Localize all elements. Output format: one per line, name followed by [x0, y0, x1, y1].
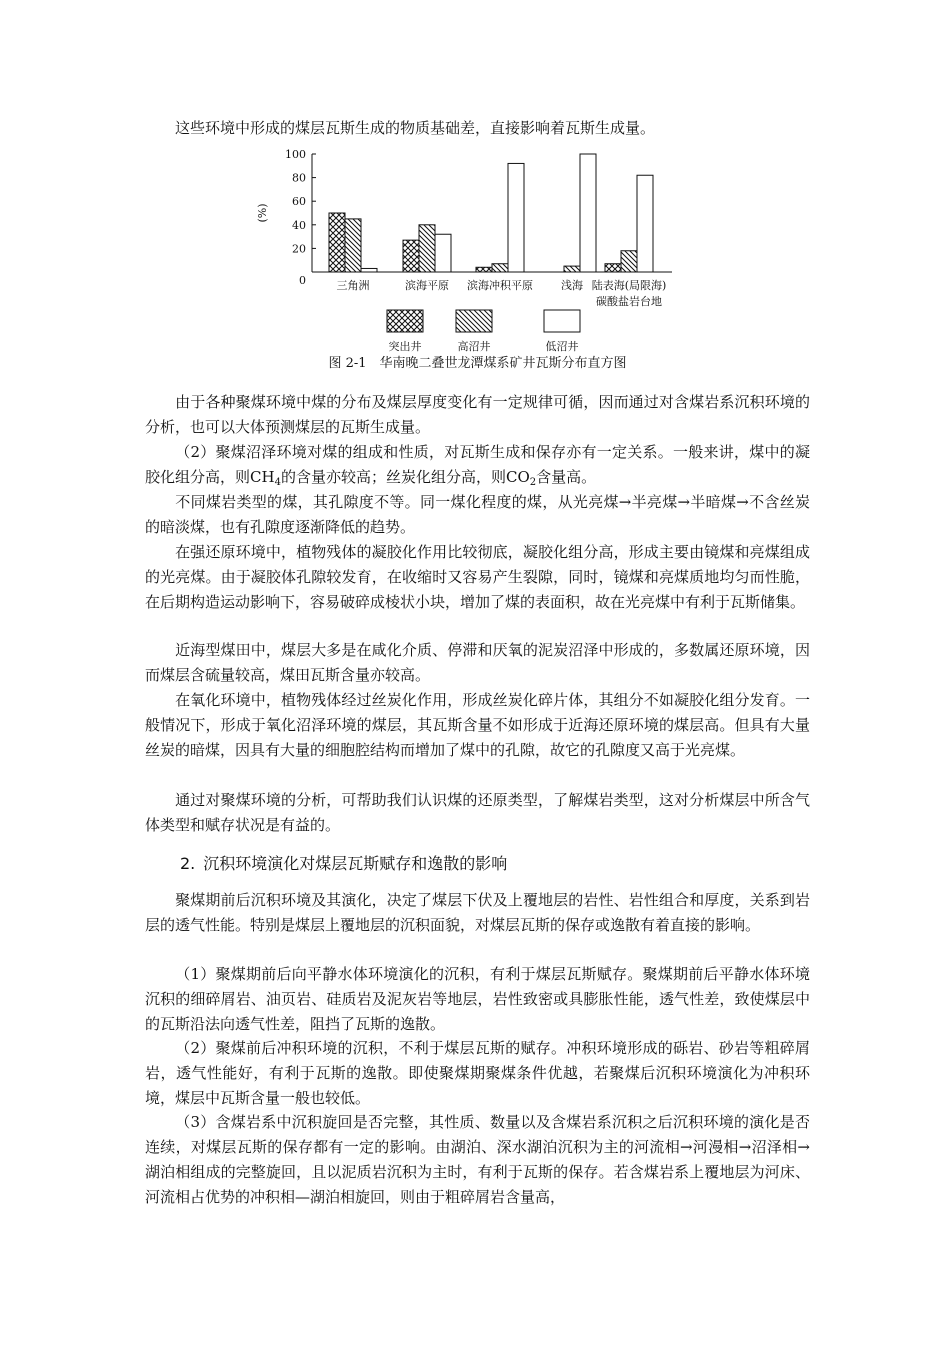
legend-label: 低沼井 — [545, 340, 579, 353]
y-axis-label: (%) — [256, 203, 269, 223]
bar-1-3 — [564, 266, 580, 272]
paragraph-7: 通过对聚煤环境的分析，可帮助我们认识煤的还原类型，了解煤岩类型，这对分析煤层中所含气体类型和赋存状况是有益的。 — [145, 791, 810, 834]
category-label: 滨海冲积平原 — [467, 279, 533, 292]
category-label-line2: 碳酸盐岩台地 — [596, 295, 662, 308]
paragraph-4: 在强还原环境中，植物残体的凝胶化作用比较彻底，凝胶化组分高，形成主要由镜煤和亮煤组成的光亮煤。由于凝胶体孔隙较发育，在收缩时又容易产生裂隙，同时，镜煤和亮煤质地均匀而性脆，在后期构造运动影响下，容易破碎成棱状小块，增加了煤的表面积，故在光亮煤中有利于瓦斯储集。 — [145, 543, 810, 611]
paragraph-2: （2）聚煤沼泽环境对煤的组成和性质，对瓦斯生成和保存亦有一定关系。一般来讲，煤中的凝胶化组分高，则$CH_4$的含量亦较高；丝炭化组分高，则$CO_2$含量高。 — [145, 443, 810, 488]
bar-1-4 — [621, 251, 637, 272]
bar-0-2 — [476, 267, 492, 272]
y-tick-label: 60 — [292, 195, 306, 209]
bar-2-1 — [435, 234, 451, 272]
legend-swatch — [544, 310, 580, 332]
y-tick-label: 40 — [292, 218, 306, 232]
intro-paragraph: 这些环境中形成的煤层瓦斯生成的物质基础差，直接影响着瓦斯生成量。 — [175, 119, 656, 137]
y-tick-label: 20 — [292, 242, 306, 256]
paragraph-9: （1）聚煤期前后向平静水体环境演化的沉积，有利于煤层瓦斯赋存。聚煤期前后平静水体环境沉积的细碎屑岩、油页岩、硅质岩及泥灰岩等地层，岩性致密或具膨胀性能，透气性差，致使煤层中的瓦斯沿法向透气性差，阻挡了瓦斯的逸散。 — [145, 965, 810, 1033]
bar-1-1 — [419, 225, 435, 272]
bar-0-0 — [329, 213, 345, 272]
bar-0-4 — [605, 264, 621, 272]
paragraph-8: 聚煤期前后沉积环境及其演化，决定了煤层下伏及上覆地层的岩性、岩性组合和厚度，关系到岩层的透气性能。特别是煤层上覆地层的沉积面貌，对煤层瓦斯的保存或逸散有着直接的影响。 — [145, 891, 810, 934]
paragraph-5: 近海型煤田中，煤层大多是在咸化介质、停滞和厌氧的泥炭沼泽中形成的，多数属还原环境，因而煤层含硫量较高，煤田瓦斯含量亦较高。 — [145, 641, 810, 684]
paragraph-6: 在氧化环境中，植物残体经过丝炭化作用，形成丝炭化碎片体，其组分不如凝胶化组分发育。一般情况下，形成于氧化沼泽环境的煤层，其瓦斯含量不如形成于近海还原环境的煤层高。但具有大量丝炭的暗煤，因具有大量的细胞腔结构而增加了煤中的孔隙，故它的孔隙度又高于光亮煤。 — [145, 691, 810, 759]
paragraph-11: （3）含煤岩系中沉积旋回是否完整，其性质、数量以及含煤岩系沉积之后沉积环境的演化是否连续，对煤层瓦斯的保存都有一定的影响。由湖泊、深水湖泊沉积为主的河流相→河漫相→沼泽相→湖泊相组成的完整旋回，且以泥质岩沉积为主时，有利于瓦斯的保存。若含煤岩系上覆地层为河床、河流相占优势的冲积相—湖泊相旋回，则由于粗碎屑岩含量高， — [145, 1113, 810, 1206]
category-label: 滨海平原 — [405, 279, 449, 292]
gas-distribution-chart — [240, 146, 710, 376]
bar-1-2 — [492, 264, 508, 272]
legend-label: 高沼井 — [457, 340, 491, 353]
bar-2-3 — [580, 154, 596, 272]
category-label: 浅海 — [561, 279, 583, 292]
bar-0-1 — [403, 240, 419, 272]
bar-2-2 — [508, 163, 524, 272]
paragraph-3: 不同煤岩类型的煤，其孔隙度不等。同一煤化程度的煤，从光亮煤→半亮煤→半暗煤→不含丝炭的暗淡煤，也有孔隙度逐渐降低的趋势。 — [145, 493, 810, 536]
legend-swatch — [387, 310, 423, 332]
y-tick-label: 80 — [292, 171, 306, 185]
figure-caption: 图 2-1 华南晚二叠世龙潭煤系矿井瓦斯分布直方图 — [328, 356, 627, 371]
category-label: 陆表海(局限海) — [591, 279, 667, 292]
paragraph-1: 由于各种聚煤环境中煤的分布及煤层厚度变化有一定规律可循，因而通过对含煤岩系沉积环境的分析，也可以大体预测煤层的瓦斯生成量。 — [145, 393, 810, 436]
category-label: 三角洲 — [336, 279, 370, 292]
bar-2-0 — [361, 268, 377, 272]
y-tick-label: 100 — [285, 148, 306, 161]
section-heading: 2. 沉积环境演化对煤层瓦斯赋存和逸散的影响 — [180, 854, 508, 873]
y-tick-label: 0 — [299, 274, 306, 287]
paragraph-10: （2）聚煤前后冲积环境的沉积，不利于煤层瓦斯的赋存。冲积环境形成的砾岩、砂岩等粗碎屑岩，透气性能好，有利于瓦斯的逸散。即使聚煤期聚煤条件优越，若聚煤后沉积环境演化为冲积环境，煤层中瓦斯含量一般也较低。 — [145, 1039, 810, 1107]
legend-label: 突出井 — [388, 340, 422, 353]
bar-1-0 — [345, 219, 361, 272]
legend-swatch — [456, 310, 492, 332]
bar-2-4 — [637, 175, 653, 272]
